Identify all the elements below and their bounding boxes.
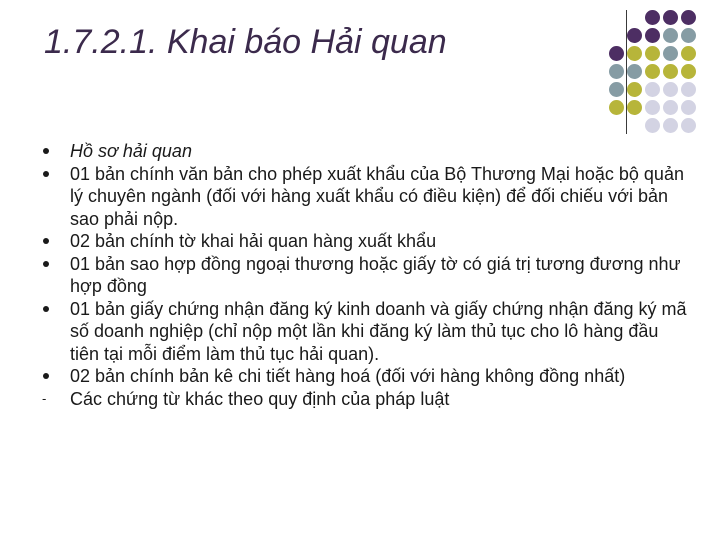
decorative-dot (663, 64, 678, 79)
bullet-marker (42, 253, 62, 276)
decorative-dot (663, 82, 678, 97)
bullet-dot-icon (43, 373, 49, 379)
decorative-dot (663, 28, 678, 43)
bullet-text: 02 bản chính bản kê chi tiết hàng hoá (đối với hàng không đồng nhất) (70, 366, 626, 386)
bullet-item (0, 253, 690, 298)
decorative-dot (663, 46, 678, 61)
decorative-dot (681, 10, 696, 25)
decorative-dot (681, 46, 696, 61)
bullet-marker (42, 365, 62, 388)
bullet-text: 01 bản chính văn bản cho phép xuất khẩu của Bộ Thương Mại hoặc bộ quản lý chuyên ngành (đối với hàng xuất khẩu có điều kiện) để đối chiếu với bản sao phải nộp. (70, 163, 684, 229)
bullet-marker (42, 230, 62, 253)
decorative-dot (681, 118, 696, 133)
bullet-text: Các chứng từ khác theo quy định của pháp luật (70, 388, 450, 409)
bullet-marker (42, 140, 62, 163)
decorative-dot (645, 46, 660, 61)
bullet-item (0, 365, 690, 388)
decorative-dot (645, 10, 660, 25)
decorative-dot (609, 82, 624, 97)
slide-title: 1.7.2.1. Khai báo Hải quan (44, 23, 447, 61)
bullet-text: Hồ sơ hải quan (70, 141, 192, 161)
title-divider-line (626, 10, 627, 134)
decorative-dot (663, 118, 678, 133)
bullet-text: 01 bản giấy chứng nhận đăng ký kinh doanh và giấy chứng nhận đăng ký mã số doanh nghiệp (chỉ nộp một lần khi đăng ký làm thủ tục cho lô hàng đầu tiên tại mỗi điểm làm thủ tục hải quan). (70, 298, 687, 364)
bullet-item (0, 230, 690, 253)
bullet-dash-icon: - (42, 390, 47, 406)
decorative-dot (663, 10, 678, 25)
decorative-dot (645, 82, 660, 97)
decorative-dot (627, 64, 642, 79)
bullet-item (0, 163, 690, 231)
bullet-dot-icon (43, 238, 49, 244)
decorative-dot (609, 64, 624, 79)
decorative-dot (645, 118, 660, 133)
bullet-text: 02 bản chính tờ khai hải quan hàng xuất khẩu (70, 231, 437, 251)
bullet-list (0, 140, 690, 410)
bullet-dot-icon (43, 306, 49, 312)
decorative-dot (627, 100, 642, 115)
bullet-item (0, 298, 690, 366)
bullet-marker (42, 163, 62, 186)
decorative-dot (681, 64, 696, 79)
decorative-dot (645, 100, 660, 115)
bullet-marker (42, 388, 62, 411)
decorative-dot (627, 46, 642, 61)
decorative-dot (609, 46, 624, 61)
bullet-dot-icon (43, 171, 49, 177)
bullet-item (0, 388, 690, 411)
decorative-dot (645, 28, 660, 43)
bullet-item (0, 140, 690, 163)
decorative-dot (627, 82, 642, 97)
bullet-marker (42, 298, 62, 321)
bullet-dot-icon (43, 148, 49, 154)
decorative-dot (645, 64, 660, 79)
decorative-dot (609, 100, 624, 115)
bullet-dot-icon (43, 261, 49, 267)
decorative-dot (681, 28, 696, 43)
bullet-text: 01 bản sao hợp đồng ngoại thương hoặc giấy tờ có giá trị tương đương như hợp đồng (70, 253, 681, 296)
decorative-dot (681, 82, 696, 97)
decorative-dot (627, 28, 642, 43)
decorative-dot (681, 100, 696, 115)
decorative-dot (663, 100, 678, 115)
